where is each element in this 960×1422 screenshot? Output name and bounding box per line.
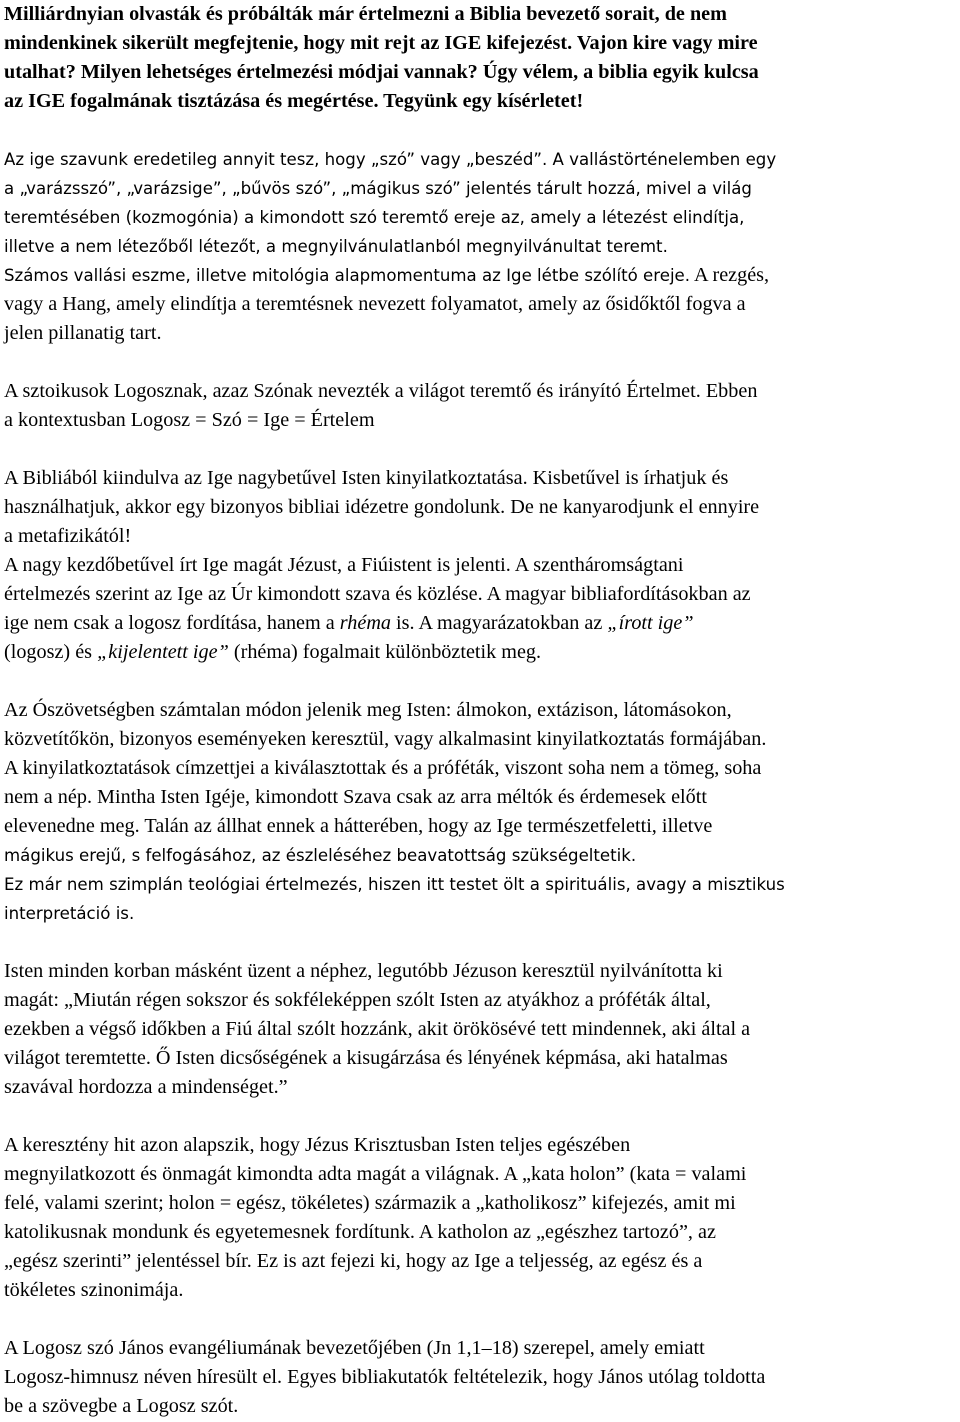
text-line: A Bibliából kiindulva az Ige nagybetűvel Isten kinyilatkoztatása. Kisbetűvel is írhatjuk és <box>4 467 729 489</box>
text-line: világot teremtette. Ő Isten dicsőségének a kisugárzása és lényének képmása, aki hatalmas <box>4 1047 728 1069</box>
text-line: vagy a Hang, amely elindítja a teremtésnek nevezett folyamatot, amely az ősidőktől fogva a <box>4 293 746 315</box>
text-line: mágikus erejű, s felfogásához, az észleléséhez beavatottság szükségeltetik. <box>4 846 637 865</box>
paragraph-ige-meaning <box>4 145 956 348</box>
text-line: illetve a nem létezőből létezőt, a megnyilvánulatlanból megnyilvánultat teremt. <box>4 237 668 256</box>
text-line: nem a nép. Mintha Isten Igéje, kimondott Szava csak az arra méltók és érdemesek előtt <box>4 786 707 808</box>
intro-paragraph <box>4 0 956 116</box>
text-line: (logosz) és „kijelentett ige” (rhéma) fogalmait különböztetik meg. <box>4 641 542 663</box>
text-line: magát: „Miután régen sokszor és sokféleképpen szólt Isten az atyákhoz a próféták által, <box>4 989 711 1011</box>
text-line: Ez már nem szimplán teológiai értelmezés, hiszen itt testet ölt a spirituális, avagy a misztikus <box>4 875 785 894</box>
text-line: ige nem csak a logosz fordítása, hanem a rhéma is. A magyarázatokban az „írott ige” <box>4 612 694 634</box>
text-line: a „varázsszó”, „varázsige”, „bűvös szó”, „mágikus szó” jelentés tárult hozzá, mivel a világ <box>4 179 752 198</box>
paragraph-jezus <box>4 957 956 1102</box>
text-line: A kinyilatkoztatások címzettjei a kiválasztottak és a próféták, viszont soha nem a tömeg, soha <box>4 757 762 779</box>
text-line: elevenedne meg. Talán az állhat ennek a hátterében, hogy az Ige természetfeletti, illetve <box>4 815 713 837</box>
text-line: ezekben a végső időkben a Fiú által szólt hozzánk, akit örökösévé tett mindennek, aki által a <box>4 1018 751 1040</box>
text-line: szavával hordozza a mindenséget.” <box>4 1076 288 1098</box>
text-line: megnyilatkozott és önmagát kimondta adta magát a világnak. A „kata holon” (kata = valami <box>4 1163 747 1185</box>
text-line: Isten minden korban másként üzent a néphez, legutóbb Jézuson keresztül nyilvánította ki <box>4 960 723 982</box>
text-line: „egész szerinti” jelentéssel bír. Ez is azt fejezi ki, hogy az Ige a teljesség, az egész és a <box>4 1250 703 1272</box>
text-line: A keresztény hit azon alapszik, hogy Jézus Krisztusban Isten teljes egészében <box>4 1134 631 1156</box>
text-line: interpretáció is. <box>4 904 135 923</box>
text-line: A Logosz szó János evangéliumának bevezetőjében (Jn 1,1–18) szerepel, amely emiatt <box>4 1337 705 1359</box>
text-line: a kontextusban Logosz = Szó = Ige = Értelem <box>4 409 375 431</box>
text-line: felé, valami szerint; holon = egész, tökéletes) származik a „katholikosz” kifejezés, amit mi <box>4 1192 736 1214</box>
text-line: használhatjuk, akkor egy bizonyos bibliai idézetre gondolunk. De ne kanyarodjunk el ennyire <box>4 496 760 518</box>
text-line: jelen pillanatig tart. <box>4 322 162 344</box>
text-line: Számos vallási eszme, illetve mitológia alapmomentuma az Ige létbe szólító ereje. <box>4 266 691 285</box>
text-line: Milliárdnyian olvasták és próbálták már értelmezni a Biblia bevezető sorait, de nem <box>4 3 727 25</box>
text-line: Az Ószövetségben számtalan módon jelenik meg Isten: álmokon, extázison, látomásokon, <box>4 699 732 721</box>
text-line: az IGE fogalmának tisztázása és megértése. Tegyünk egy kísérletet! <box>4 90 584 112</box>
text-line: utalhat? Milyen lehetséges értelmezési módjai vannak? Úgy vélem, a biblia egyik kulcsa <box>4 61 759 83</box>
text-line: A sztoikusok Logosznak, azaz Szónak nevezték a világot teremtő és irányító Értelmet. Ebben <box>4 380 758 402</box>
rhema-term: rhéma <box>339 612 391 634</box>
text-line: A nagy kezdőbetűvel írt Ige magát Jézust, a Fiúistent is jelenti. A szentháromságtani <box>4 554 684 576</box>
text-line: értelmezés szerint az Ige az Úr kimondott szava és közlése. A magyar bibliafordításokban az <box>4 583 751 605</box>
kijelentett-ige-term: „kijelentett ige” <box>97 641 229 663</box>
text-line: A rezgés, <box>690 264 770 286</box>
text-line: a metafizikától! <box>4 525 132 547</box>
text-line: be a szövegbe a Logosz szót. <box>4 1395 239 1417</box>
text-line: Az ige szavunk eredetileg annyit tesz, hogy „szó” vagy „beszéd”. <box>4 150 548 169</box>
irott-ige-term: „írott ige” <box>607 612 694 634</box>
text-line: tökéletes szinonimája. <box>4 1279 184 1301</box>
paragraph-janos <box>4 1334 956 1421</box>
paragraph-oszovetseg <box>4 696 956 928</box>
text-line: Logosz-himnusz néven híresült el. Egyes bibliakutatók feltételezik, hogy János utólag toldotta <box>4 1366 766 1388</box>
paragraph-logosz <box>4 377 956 435</box>
text-line: mindenkinek sikerült megfejtenie, hogy mit rejt az IGE kifejezést. Vajon kire vagy mire <box>4 32 758 54</box>
text-line: katolikusnak mondunk és egyetemesnek fordítunk. A katholon az „egészhez tartozó”, az <box>4 1221 716 1243</box>
text-line: teremtésében (kozmogónia) a kimondott szó teremtő ereje az, amely a létezést elindítja, <box>4 208 745 227</box>
text-line: A vallástörténelemben egy <box>547 150 777 169</box>
text-line: közvetítőkön, bizonyos eseményeken keresztül, vagy alkalmasint kinyilatkoztatás formájában. <box>4 728 767 750</box>
paragraph-kata-holon <box>4 1131 956 1305</box>
paragraph-biblia <box>4 464 956 667</box>
